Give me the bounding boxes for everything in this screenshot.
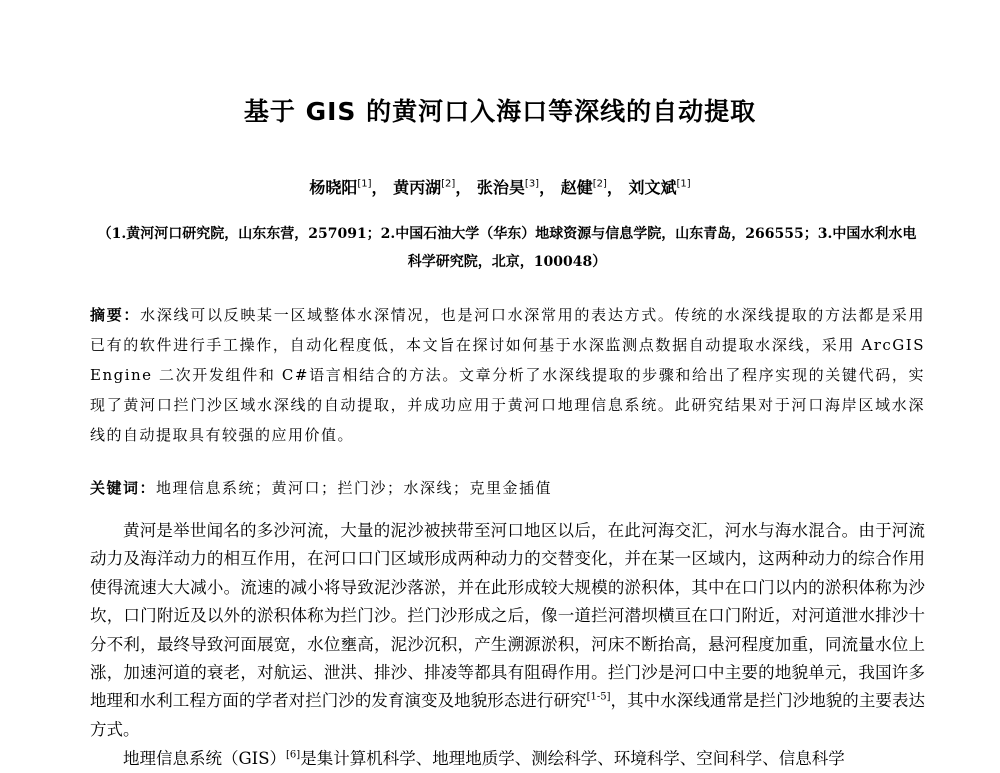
author-ref: [2] — [592, 178, 607, 190]
author-ref: [3] — [524, 178, 540, 190]
author-name: 张治昊 — [476, 178, 525, 197]
author-ref: [1] — [676, 178, 691, 190]
author — [477, 178, 555, 197]
author-name: 黄丙湖 — [393, 178, 442, 197]
author-list — [0, 175, 1000, 198]
body-paragraph-1 — [90, 517, 925, 744]
keywords-text: 地理信息系统；黄河口；拦门沙；水深线；克里金插值 — [156, 479, 553, 497]
paragraph-text: 是集计算机科学、地理地质学、测绘科学、环境科学、空间科学、信息科学 — [300, 749, 845, 768]
author-sep: ， — [606, 178, 623, 197]
author — [561, 178, 623, 197]
paragraph-text: 地理信息系统（GIS） — [123, 749, 287, 768]
author-name: 杨晓阳 — [309, 178, 358, 197]
abstract-label: 摘要： — [90, 306, 141, 324]
citation-ref: [1-5] — [586, 691, 611, 703]
author — [393, 178, 471, 197]
author-sep: ， — [371, 178, 388, 197]
abstract — [90, 300, 925, 450]
affiliations: （1.黄河河口研究院，山东东营，257091；2.中国石油大学（华东）地球资源与信息学院，山东青岛，266555；3.中国水利水电科学研究院，北京，100048） — [97, 226, 917, 270]
keywords-label: 关键词： — [90, 479, 157, 497]
author-sep: ， — [455, 178, 472, 197]
paragraph-text: ，其中水深线通常是拦门沙地貌的主要表达方式。 — [90, 691, 926, 739]
keywords — [90, 473, 925, 503]
abstract-text: 水深线可以反映某一区域整体水深情况，也是河口水深常用的表达方式。传统的水深线提取的方法都是采用已有的软件进行手工操作，自动化程度低，本文旨在探讨如何基于水深监测点数据自动提取水深线，采用 ArcGIS Engine 二次开发组件和 C#语言相结合的方法。文章分析了水深线提取的步骤和给出了程序实现的关键代码，实现了黄河口拦门沙区域水深线的自动提取，并成功应用于黄河口地理信息系统。此研究结果对于河口海岸区域水深线的自动提取具有较强的应用价值。 — [90, 306, 925, 444]
author — [309, 178, 387, 197]
body-paragraph-2 — [90, 745, 925, 773]
paragraph-text: 黄河是举世闻名的多沙河流，大量的泥沙被挟带至河口地区以后，在此河海交汇，河水与海水混合。由于河流动力及海洋动力的相互作用，在河口口门区域形成两种动力的交替变化，并在某一区域内，这两种动力的综合作用使得流速大大减小。流速的减小将导致泥沙落淤，并在此形成较大规模的淤积体，其中在口门以内的淤积体称为沙坎，口门附近及以外的淤积体称为拦门沙。拦门沙形成之后，像一道拦河潜坝横亘在口门附近，对河道泄水排沙十分不利，最终导致河面展宽，水位壅高，泥沙沉积，产生溯源淤积，河床不断抬高，悬河程度加重，同流量水位上涨，加速河道的衰老，对航运、泄洪、排沙、排凌等都具有阻碍作用。拦门沙是河口中主要的地貌单元，我国许多地理和水利工程方面的学者对拦门沙的发育演变及地貌形态进行研究 — [90, 521, 925, 711]
author-sep: ， — [539, 178, 556, 197]
author-name: 赵健 — [560, 178, 593, 197]
author — [628, 178, 690, 197]
author-ref: [2] — [441, 178, 456, 190]
author-name: 刘文斌 — [628, 178, 677, 197]
author-ref: [1] — [357, 178, 372, 190]
citation-ref: [6] — [286, 749, 301, 761]
paper-title: 基于 GIS 的黄河口入海口等深线的自动提取 — [243, 97, 757, 126]
